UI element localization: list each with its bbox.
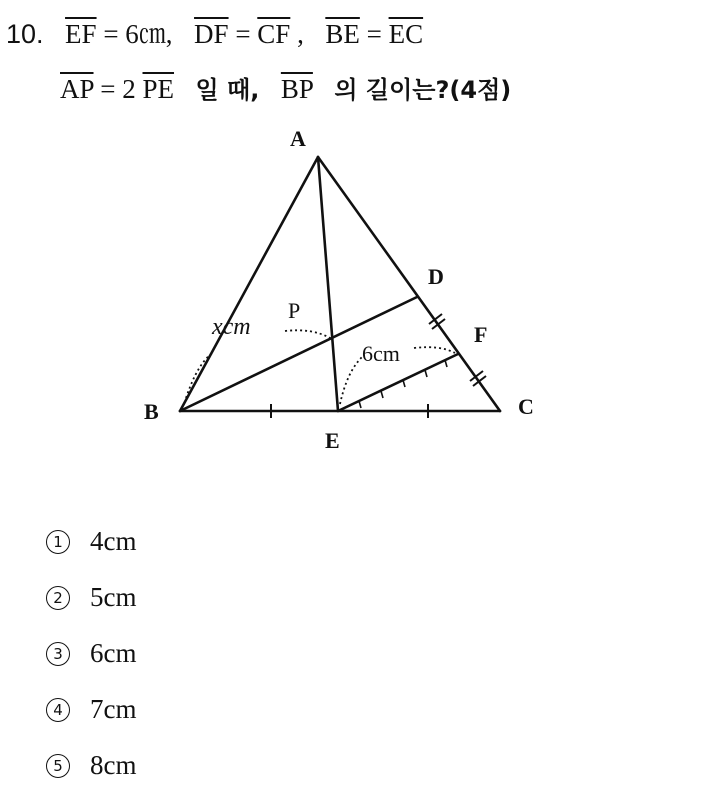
choice-5[interactable] (46, 750, 137, 781)
choice-text: 7cm (90, 694, 137, 724)
segment-ae (318, 157, 338, 411)
x-measure-arc (285, 330, 330, 338)
segment-pe: $\overline{PE}$ (142, 74, 175, 104)
segment-ap: $\overline{AP}$ (60, 74, 94, 104)
label-e: E (325, 428, 340, 453)
x-length-label: xcm (212, 314, 251, 340)
choice-number: 2 (46, 586, 70, 610)
when-text: 일 때, (195, 76, 260, 104)
choice-text: 6cm (90, 638, 137, 668)
equals-sign: = (235, 19, 251, 49)
ef-measure-arc (340, 357, 362, 404)
hatch-ef (403, 380, 405, 387)
label-d: D (428, 264, 444, 289)
segment-be: $\overline{BE}$ (325, 19, 360, 49)
choice-number: 5 (46, 754, 70, 778)
choice-text: 4cm (90, 526, 137, 556)
ap-value: = 2 (100, 74, 136, 104)
choice-4[interactable] (46, 694, 137, 725)
question-number: 10. (6, 19, 44, 49)
label-p: P (288, 298, 301, 323)
choice-text: 5cm (90, 582, 137, 612)
hatch-ef (359, 401, 361, 408)
segment-ec: $\overline{EC}$ (388, 19, 424, 49)
ef-measure-arc (414, 347, 455, 353)
choice-number: 1 (46, 530, 70, 554)
choice-1[interactable] (46, 526, 137, 557)
hatch-ef (445, 360, 447, 367)
choice-number: 3 (46, 642, 70, 666)
hatch-ef (381, 391, 383, 398)
ef-value: = 6㎝, (103, 19, 173, 49)
label-f: F (474, 322, 488, 347)
hatch-ef (425, 370, 427, 377)
ef-length-label: 6cm (362, 341, 400, 366)
segment-cf: $\overline{CF}$ (257, 19, 291, 49)
choice-2[interactable] (46, 582, 137, 613)
side-ab (180, 157, 318, 411)
segment-ef: $\overline{EF}$ (65, 19, 97, 49)
choice-text: 8cm (90, 750, 137, 780)
label-c: C (518, 394, 534, 419)
label-b: B (144, 399, 159, 424)
choice-number: 4 (46, 698, 70, 722)
ask-text: 의 길이는?(4점) (334, 76, 512, 104)
segment-df: $\overline{DF}$ (194, 19, 229, 49)
segment-bp: $\overline{BP}$ (280, 74, 313, 104)
side-ac (318, 157, 500, 411)
comma: , (297, 19, 304, 49)
label-a: A (290, 126, 306, 151)
equals-sign: = (366, 19, 382, 49)
choice-3[interactable] (46, 638, 137, 669)
